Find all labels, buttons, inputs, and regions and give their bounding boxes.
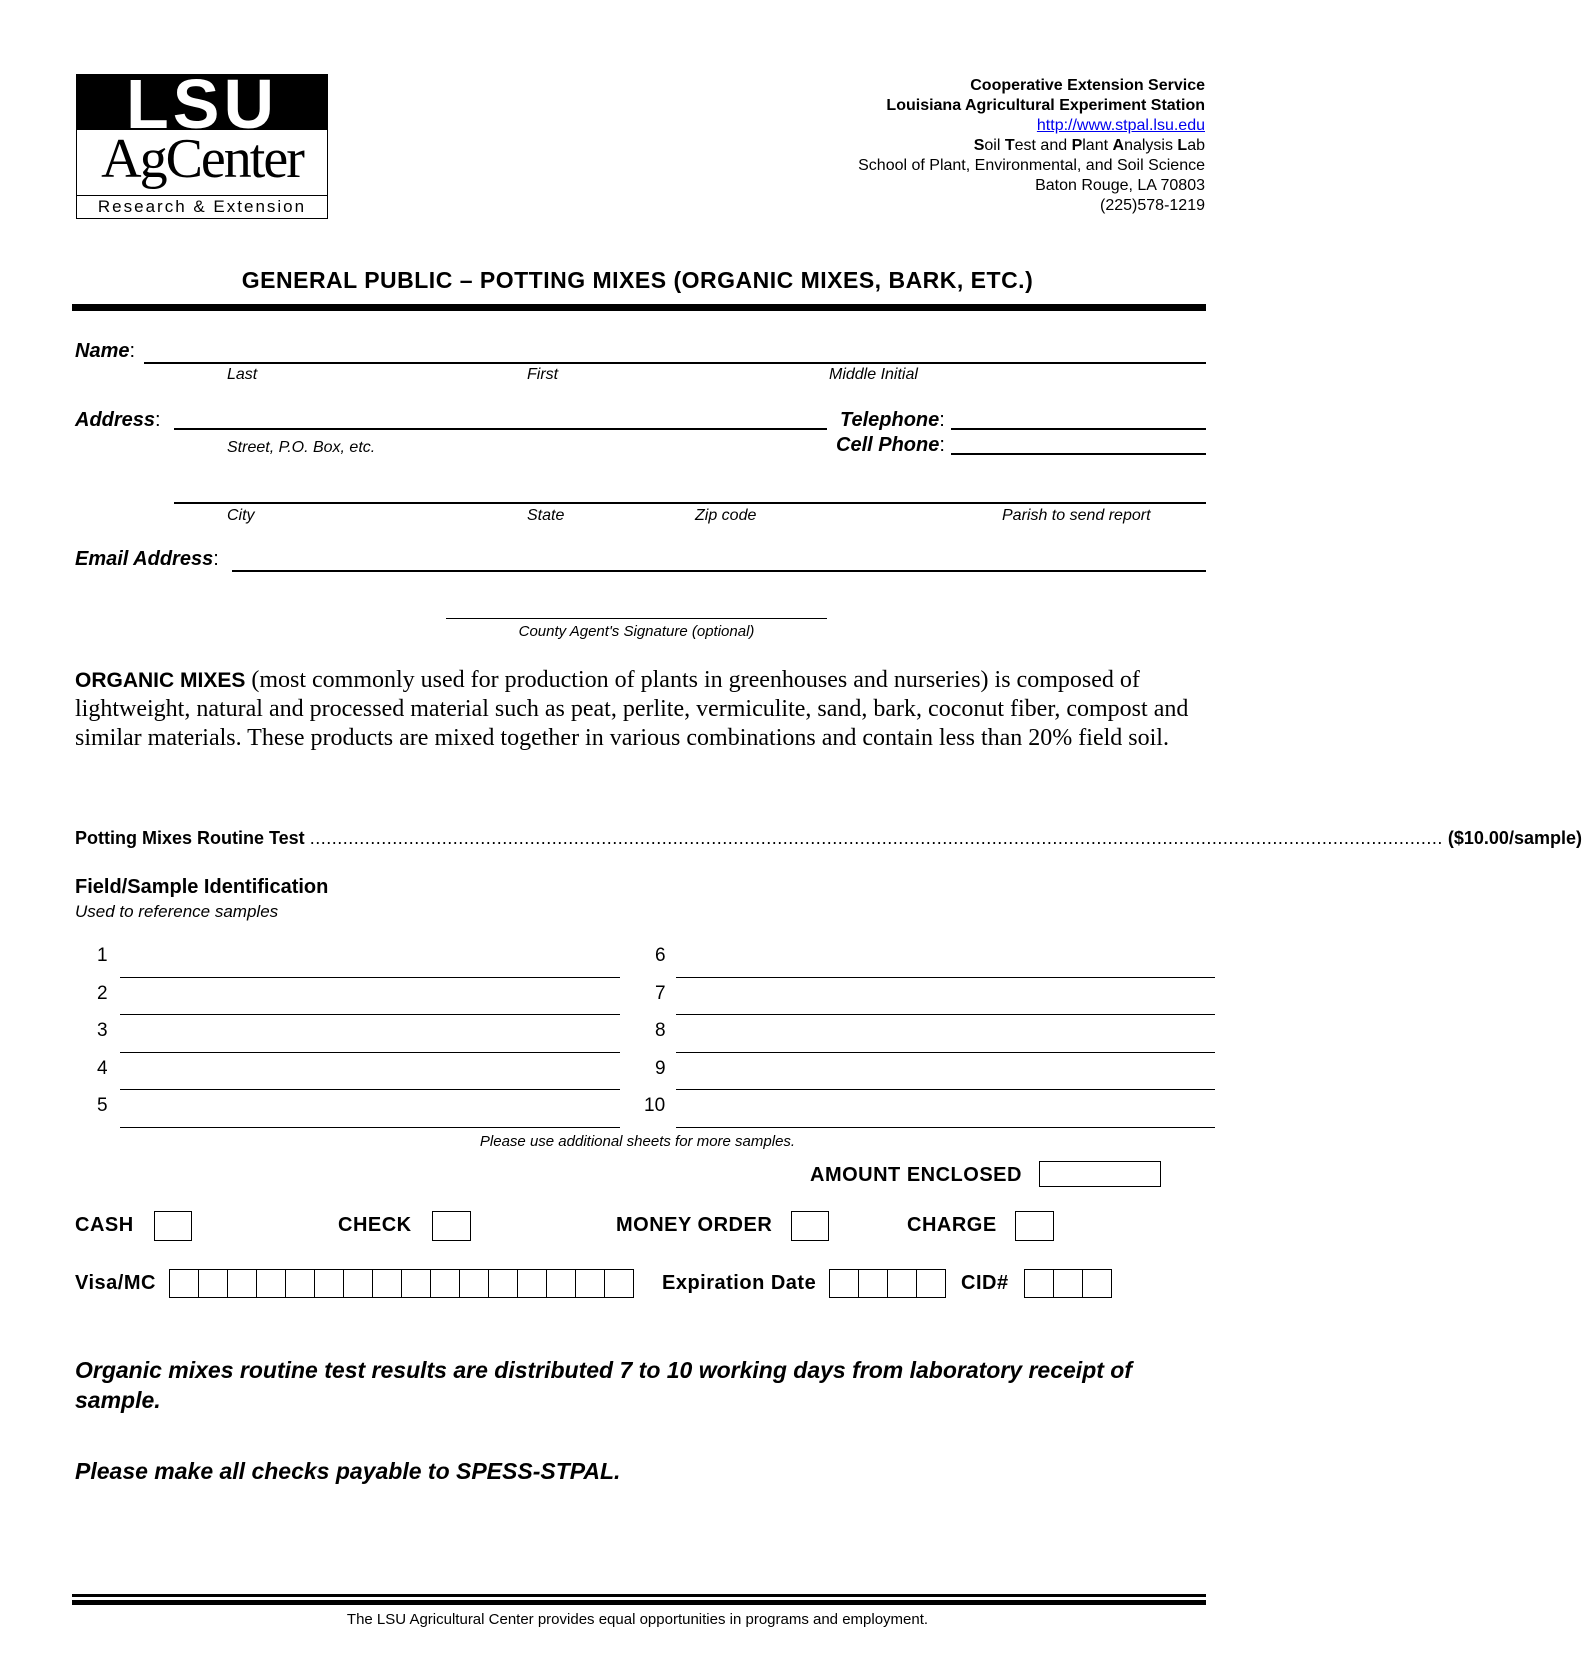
lab-text-oil: oil [984, 137, 1005, 154]
amount-enclosed-label: AMOUNT ENCLOSED [810, 1164, 1022, 1186]
header-contact-block [858, 76, 1205, 216]
sample-number: 4 [97, 1058, 108, 1079]
address-sub-state: State [527, 507, 565, 524]
payable-notice: Please make all checks payable to SPESS-STPAL. [75, 1458, 621, 1484]
sample-input-line[interactable] [120, 1052, 620, 1053]
sample-number: 3 [97, 1020, 108, 1041]
expiration-digit-cell[interactable] [859, 1270, 888, 1297]
lab-letter-t: T [1004, 137, 1015, 154]
lab-text-lant: lant [1082, 137, 1113, 154]
header-line-extension: Cooperative Extension Service [970, 77, 1205, 94]
organic-mixes-description [75, 666, 1215, 753]
sample-id-heading: Field/Sample Identification [75, 876, 329, 898]
lab-letter-s: S [973, 137, 985, 154]
sample-number: 7 [655, 983, 666, 1004]
telephone-colon: : [939, 409, 945, 431]
sample-input-line[interactable] [676, 977, 1215, 978]
expiration-digit-cell[interactable] [830, 1270, 859, 1297]
card-digit-cell[interactable] [170, 1270, 199, 1297]
expiration-date-field[interactable] [829, 1269, 946, 1298]
title-rule [72, 304, 1206, 311]
name-sub-middle: Middle Initial [829, 366, 918, 383]
money-order-label: MONEY ORDER [616, 1214, 773, 1236]
card-digit-cell[interactable] [315, 1270, 344, 1297]
page-title: GENERAL PUBLIC – POTTING MIXES (ORGANIC MIXES, BARK, ETC.) [241, 267, 1034, 293]
sample-input-line[interactable] [120, 977, 620, 978]
cid-field[interactable] [1024, 1269, 1112, 1298]
sample-number: 9 [655, 1058, 666, 1079]
description-text: (most commonly used for production of plants in greenhouses and nurseries) is composed of lightweight, natural and processed material such as peat, perlite, vermiculite, sand, bark, coconut fiber, compost and similar materials. These products are mixed together in various combinations and contain less than 20% field soil. [75, 667, 1189, 751]
address-sub-zip: Zip code [695, 507, 757, 524]
cid-digit-cell[interactable] [1083, 1270, 1111, 1297]
cell-phone-input-line[interactable] [951, 453, 1206, 455]
card-digit-cell[interactable] [460, 1270, 489, 1297]
lab-letter-l: L [1177, 137, 1188, 154]
name-input-line[interactable] [144, 362, 1206, 364]
name-colon: : [129, 340, 136, 362]
header-school: School of Plant, Environmental, and Soil Science [858, 157, 1205, 174]
sample-number: 2 [97, 983, 108, 1004]
sample-number: 8 [655, 1020, 666, 1041]
check-label: CHECK [338, 1214, 412, 1236]
sample-id-note: Please use additional sheets for more samples. [479, 1133, 796, 1150]
expiration-digit-cell[interactable] [917, 1270, 945, 1297]
sample-input-line[interactable] [120, 1127, 620, 1128]
card-digit-cell[interactable] [199, 1270, 228, 1297]
routine-test-price: ($10.00/sample) [1442, 828, 1582, 848]
signature-caption: County Agent's Signature (optional) [518, 623, 755, 640]
sample-id-subheading: Used to reference samples [75, 902, 279, 921]
cell-phone-label [836, 434, 945, 457]
footer-rule-top [72, 1594, 1206, 1597]
card-digit-cell[interactable] [257, 1270, 286, 1297]
sample-input-line[interactable] [676, 1089, 1215, 1090]
amount-enclosed-box[interactable] [1039, 1161, 1161, 1187]
cell-phone-colon: : [939, 434, 945, 456]
cid-digit-cell[interactable] [1025, 1270, 1054, 1297]
lab-letter-p: P [1071, 137, 1083, 154]
address-sub-city: City [227, 507, 255, 524]
visa-mc-label: Visa/MC [75, 1272, 156, 1294]
card-digit-cell[interactable] [518, 1270, 547, 1297]
address-sub-street: Street, P.O. Box, etc. [227, 439, 376, 456]
sample-input-line[interactable] [120, 1014, 620, 1015]
lab-letter-a: A [1112, 137, 1125, 154]
cash-label: CASH [75, 1214, 134, 1236]
card-digit-cell[interactable] [286, 1270, 315, 1297]
card-digit-cell[interactable] [431, 1270, 460, 1297]
card-digit-cell[interactable] [605, 1270, 633, 1297]
cell-phone-label-text: Cell Phone [836, 434, 940, 456]
signature-line[interactable] [446, 618, 827, 619]
address-label [75, 409, 161, 432]
sample-number: 1 [97, 945, 108, 966]
sample-number: 6 [655, 945, 666, 966]
routine-test-label: Potting Mixes Routine Test [75, 828, 310, 848]
card-digit-cell[interactable] [489, 1270, 518, 1297]
lab-text-est: est and [1014, 137, 1072, 154]
sample-input-line[interactable] [676, 1052, 1215, 1053]
email-colon: : [213, 548, 219, 570]
address-sub-parish: Parish to send report [1002, 507, 1151, 524]
turnaround-notice: Organic mixes routine test results are distributed 7 to 10 working days from laboratory receipt of sample. [75, 1357, 1133, 1413]
name-label [75, 340, 135, 363]
header-lab-name [858, 136, 1205, 156]
telephone-label-text: Telephone [840, 409, 940, 431]
header-line-station: Louisiana Agricultural Experiment Station [886, 97, 1205, 114]
description-lead: ORGANIC MIXES [75, 669, 246, 692]
name-sub-first: First [527, 366, 559, 383]
telephone-label [840, 409, 945, 432]
sample-input-line[interactable] [676, 1014, 1215, 1015]
lab-text-ab: ab [1187, 137, 1205, 154]
card-number-field[interactable] [169, 1269, 634, 1298]
charge-checkbox[interactable] [1015, 1211, 1054, 1241]
card-digit-cell[interactable] [576, 1270, 605, 1297]
email-label-text: Email Address [75, 548, 214, 570]
footer-rule-bottom [72, 1600, 1206, 1605]
footer-equal-opportunity: The LSU Agricultural Center provides equal opportunities in programs and employment. [346, 1611, 929, 1628]
address-label-text: Address [75, 409, 156, 431]
email-input-line[interactable] [232, 570, 1206, 572]
sample-input-line[interactable] [120, 1089, 620, 1090]
address-street-line[interactable] [174, 428, 827, 430]
card-digit-cell[interactable] [228, 1270, 257, 1297]
header-phone: (225)578-1219 [1100, 197, 1205, 214]
address-colon: : [155, 409, 161, 431]
lsu-agcenter-logo [76, 65, 328, 219]
card-digit-cell[interactable] [344, 1270, 373, 1297]
sample-input-line[interactable] [676, 1127, 1215, 1128]
telephone-input-line[interactable] [951, 428, 1206, 430]
check-checkbox[interactable] [432, 1211, 471, 1241]
sample-number: 5 [97, 1095, 108, 1116]
header-city: Baton Rouge, LA 70803 [1035, 177, 1205, 194]
card-digit-cell[interactable] [373, 1270, 402, 1297]
money-order-checkbox[interactable] [791, 1211, 829, 1241]
cid-digit-cell[interactable] [1054, 1270, 1083, 1297]
card-digit-cell[interactable] [402, 1270, 431, 1297]
charge-label: CHARGE [907, 1214, 997, 1236]
logo-lsu-text: LSU [126, 65, 278, 143]
lab-text-nalysis: nalysis [1124, 137, 1178, 154]
expiration-digit-cell[interactable] [888, 1270, 917, 1297]
header-url-link[interactable]: http://www.stpal.lsu.edu [1036, 117, 1205, 134]
address-city-line[interactable] [174, 502, 1206, 504]
cid-label: CID# [961, 1272, 1009, 1294]
card-digit-cell[interactable] [547, 1270, 576, 1297]
name-sub-last: Last [227, 366, 258, 383]
logo-research-extension-text: Research & Extension [77, 195, 327, 218]
name-label-text: Name [75, 340, 130, 362]
logo-agcenter-text: AgCenter [101, 128, 303, 190]
expiration-date-label: Expiration Date [662, 1272, 817, 1294]
sample-number: 10 [644, 1095, 666, 1116]
routine-test-line [75, 828, 1582, 849]
routine-test-dots: .............................................................................................................................................................................................................. [309, 828, 1443, 848]
cash-checkbox[interactable] [154, 1211, 192, 1241]
email-label [75, 548, 219, 571]
